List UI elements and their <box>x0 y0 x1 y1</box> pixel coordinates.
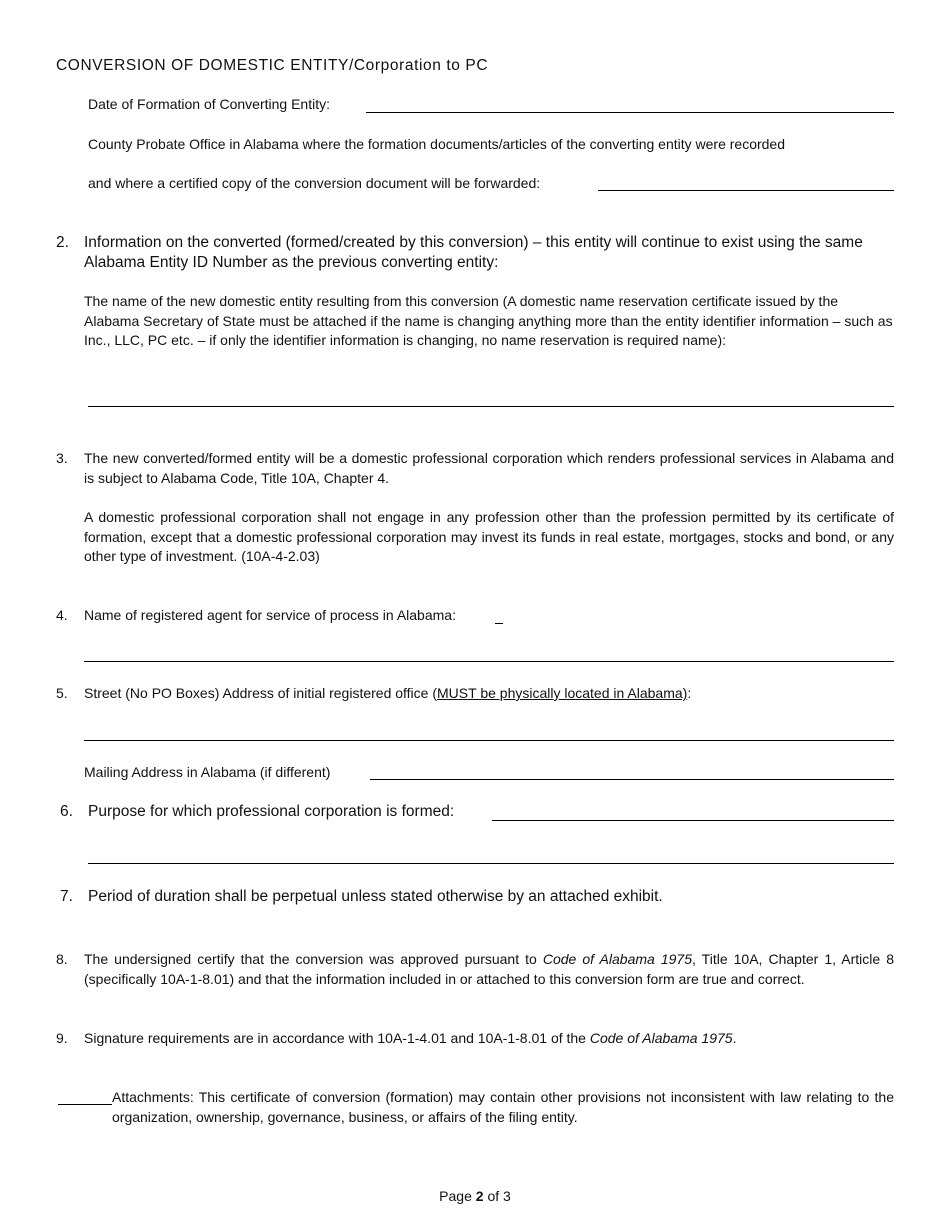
registered-office-field[interactable] <box>84 740 894 741</box>
registered-office-requirement: MUST be physically located in Alabama) <box>437 685 688 701</box>
purpose-label: Purpose for which professional corporation is formed: <box>88 803 455 820</box>
section3-restriction-text: A domestic professional corporation shall not engage in any profession other than the profession permitted by its certificate of formation, except that a domestic professional corporation may invest its funds in real estate, mortgages, stocks and bond, or any other type of investment. (10A-4-2.03) <box>84 509 894 564</box>
county-probate-field[interactable] <box>598 190 894 191</box>
page-current: 2 <box>475 1188 484 1204</box>
registered-office-label-text: Street (No PO Boxes) Address of initial registered office ( <box>84 685 438 701</box>
mailing-address-label: Mailing Address in Alabama (if different) <box>84 764 331 780</box>
page-of: of <box>483 1188 504 1204</box>
new-entity-name-instructions: The name of the new domestic entity resulting from this conversion (A domestic name reservation certificate issued by the Alabama Secretary of State must be attached if the name is changing anything more than the entity identifier information – such as Inc., LLC, PC etc. – if only the identifier information is changing, no name reservation is required name): <box>84 293 893 348</box>
registered-agent-stub-line <box>495 623 503 624</box>
registered-agent-field[interactable] <box>84 661 894 662</box>
certification-text-b: , Title 10A, Chapter 1, Article 8 (specifically 10A-1-8.01) and that the information included in or attached to this conversion form are true and correct. <box>84 951 894 987</box>
certification-text <box>84 950 894 989</box>
mailing-address-field[interactable] <box>370 779 894 780</box>
attachments-text: Attachments: This certificate of conversion (formation) may contain other provisions not inconsistent with law relating to the organization, ownership, governance, business, or affairs of the filing entity. <box>112 1089 894 1125</box>
page-number <box>0 1188 950 1204</box>
page-word: Page <box>439 1188 476 1204</box>
page-title: CONVERSION OF DOMESTIC ENTITY/Corporation to PC <box>56 57 489 74</box>
duration-text: Period of duration shall be perpetual unless stated otherwise by an attached exhibit. <box>88 888 663 905</box>
section-number: 4. <box>56 607 68 623</box>
signature-text-a: Signature requirements are in accordance with 10A-1-4.01 and 10A-1-8.01 of the <box>84 1030 590 1046</box>
section-number: 9. <box>56 1030 68 1046</box>
registered-agent-label: Name of registered agent for service of process in Alabama: <box>84 607 456 623</box>
purpose-field-2[interactable] <box>88 863 894 864</box>
section-number: 3. <box>56 450 68 466</box>
date-of-formation-field[interactable] <box>366 112 894 113</box>
new-entity-name-field[interactable] <box>88 406 894 407</box>
county-probate-label-2: and where a certified copy of the conversion document will be forwarded: <box>88 175 541 191</box>
signature-text-b: . <box>732 1030 737 1046</box>
code-reference: Code of Alabama 1975 <box>542 951 692 967</box>
section2-heading: Information on the converted (formed/created by this conversion) – this entity will continue to exist using the same Alabama Entity ID Number as the previous converting entity: <box>84 234 863 271</box>
section-number: 6. <box>60 803 73 820</box>
registered-office-label-end: : <box>687 685 692 701</box>
section-number: 7. <box>60 888 73 905</box>
date-of-formation-label: Date of Formation of Converting Entity: <box>88 96 330 112</box>
certification-text-a: The undersigned certify that the conversion was approved pursuant to <box>84 951 543 967</box>
attachments-field[interactable] <box>58 1104 112 1105</box>
signature-requirements-text <box>84 1029 894 1049</box>
section-number: 8. <box>56 951 68 967</box>
county-probate-label: County Probate Office in Alabama where the formation documents/articles of the converting entity were recorded <box>88 136 785 152</box>
purpose-field[interactable] <box>492 820 894 821</box>
section-number: 2. <box>56 234 69 251</box>
code-reference: Code of Alabama 1975 <box>589 1030 733 1046</box>
section3-text: The new converted/formed entity will be a domestic professional corporation which renders professional services in Alabama and is subject to Alabama Code, Title 10A, Chapter 4. <box>84 450 894 486</box>
section-number: 5. <box>56 685 68 701</box>
registered-office-label <box>84 684 691 704</box>
page-total: 3 <box>503 1188 511 1204</box>
